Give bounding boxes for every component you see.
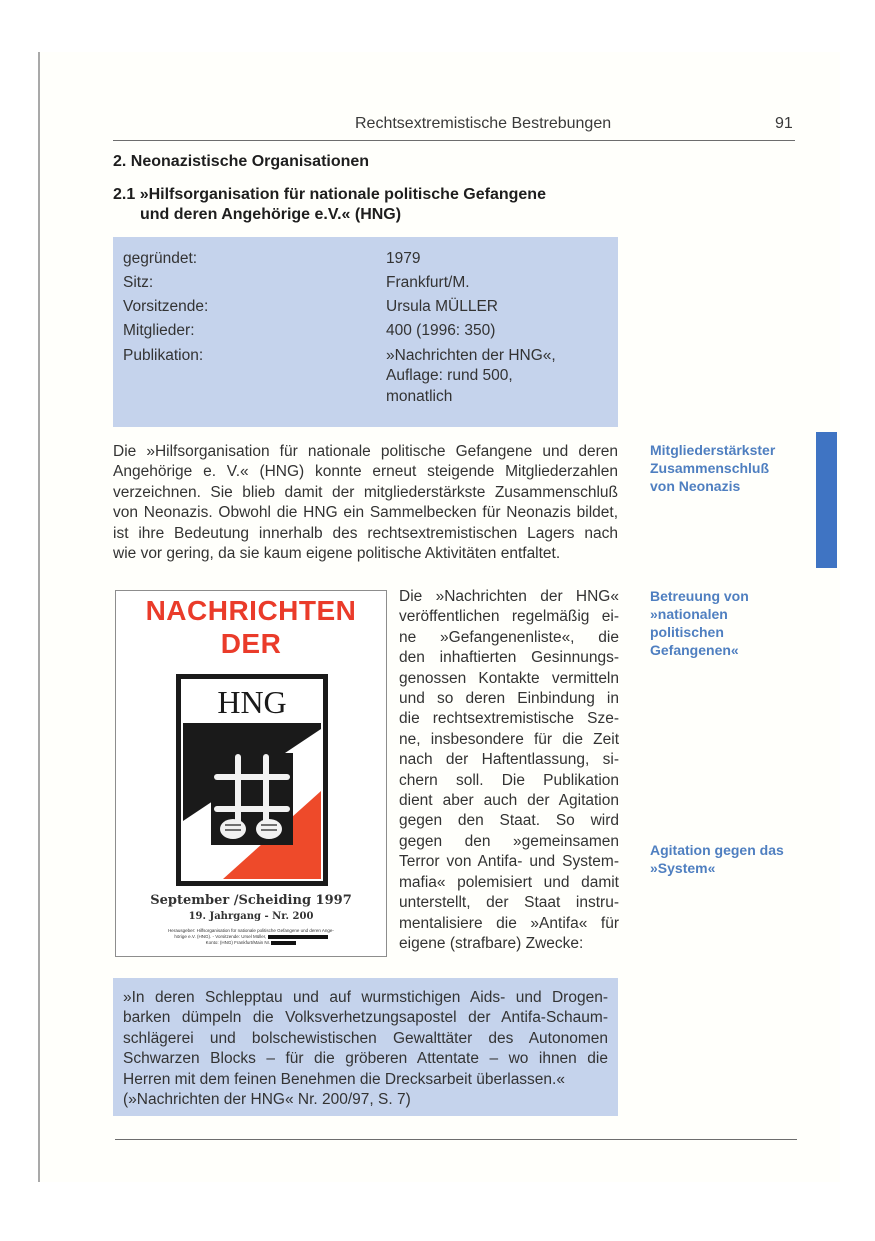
text-line: veröffentlichen regelmäßig ei- <box>399 608 619 626</box>
margin-note-agitation <box>650 841 784 877</box>
newsletter-cover-image <box>115 590 387 957</box>
text-line: Die »Hilfsorganisation für nationale politische Gefangene und deren <box>113 443 618 460</box>
paragraph-intro <box>113 442 618 564</box>
text-line: gegen den Staat. So wird <box>399 812 619 830</box>
text-line: von Neonazis. Obwohl die HNG ein Sammelbecken für Neonazis bildet, <box>113 504 618 522</box>
quote-line: barken dümpeln die Volksverhetzungsapostel der Antifa-Schaum- <box>123 1009 608 1027</box>
fact-value-publication-line2: Auflage: rund 500, <box>386 367 513 384</box>
text-line: mafia« polemisiert und damit <box>399 873 619 891</box>
fact-value-members: 400 (1996: 350) <box>386 322 496 339</box>
chapter-tab-marker <box>816 432 837 568</box>
note-line: »nationalen <box>650 606 728 622</box>
cover-date: September /Scheiding 1997 <box>150 893 352 908</box>
fact-label-members: Mitglieder: <box>123 322 195 339</box>
imprint-text: Konto: (HNG) Frankfurt/Main Nr. <box>205 940 271 945</box>
redaction-bar <box>268 935 328 939</box>
text-line: chern soll. Die Publikation <box>399 771 619 789</box>
running-title: Rechtsextremistische Bestrebungen <box>355 115 612 132</box>
cover-imprint-line3 <box>116 940 386 945</box>
text-line: Terror von Antifa- und System- <box>399 853 619 871</box>
fact-value-founded: 1979 <box>386 250 421 267</box>
fact-label-founded: gegründet: <box>123 250 198 267</box>
cover-title-line2: DER <box>220 628 282 659</box>
text-line: ist ihre Bedeutung innerhalb des rechtsextremistischen Lagers nach <box>113 524 618 542</box>
note-line: Mitgliederstärkster <box>650 442 776 458</box>
margin-note-prisoner-support <box>650 587 749 659</box>
section-heading: 2. Neonazistische Organisationen <box>113 153 370 170</box>
cover-issue: 19. Jahrgang - Nr. 200 <box>188 911 314 922</box>
quote-line: Herren mit dem feinen Benehmen die Drecksarbeit überlassen.« <box>123 1070 565 1088</box>
text-line: gegen den »gemeinsamen <box>399 832 619 850</box>
text-line: die rechtsextremistische Sze- <box>399 710 619 728</box>
text-line: wie vor gering, da sie kaum eigene politische Aktivitäten entfaltet. <box>113 545 561 563</box>
subsection-heading-line1: 2.1 »Hilfsorganisation für nationale politische Gefangene <box>113 186 546 203</box>
cover-imprint-line2 <box>116 934 386 939</box>
text-line: Die »Nachrichten der HNG« <box>399 588 619 605</box>
subsection-heading-line2: und deren Angehörige e.V.« (HNG) <box>140 206 402 223</box>
text-line: nach der Haftentlassung, si- <box>399 751 619 769</box>
note-line: politischen <box>650 624 724 640</box>
note-line: »System« <box>650 860 716 876</box>
text-line: genossen Kontakte vermitteln <box>399 669 619 687</box>
text-line: verzeichnen. Sie blieb damit der mitgliederstärkste Zusammenschluß <box>113 483 618 501</box>
paragraph-publication <box>399 587 619 954</box>
text-line: ne, insbesondere für die Zeit <box>399 730 619 748</box>
margin-note-largest-association <box>650 441 775 495</box>
cover-imprint-line1: Herausgeber: Hilfsorganisation für nationale politische Gefangene und deren Ange- <box>168 928 334 933</box>
fact-label-chair: Vorsitzende: <box>123 298 209 315</box>
text-line: und so deren Einbindung in <box>399 690 619 708</box>
note-line: Gefangenen« <box>650 642 739 658</box>
organization-fact-box <box>113 237 618 427</box>
text-line: ne »Gefangenenliste«, die <box>399 628 619 646</box>
note-line: Betreuung von <box>650 588 749 604</box>
cover-title-line1: NACHRICHTEN <box>145 595 357 626</box>
note-line: von Neonazis <box>650 478 741 494</box>
text-line: mentalisiere die »Antifa« für <box>399 914 619 932</box>
fact-value-seat: Frankfurt/M. <box>386 274 470 291</box>
text-line: unterstellt, der Staat instru- <box>399 894 619 912</box>
quote-source: (»Nachrichten der HNG« Nr. 200/97, S. 7) <box>123 1091 411 1109</box>
text-line: den inhaftierten Gesinnungs- <box>399 649 619 667</box>
imprint-text: hörige e.V. (HNG). - Vorsitzende: Ursel Müller, <box>174 934 267 939</box>
text-line: eigene (strafbare) Zwecke: <box>399 934 584 952</box>
quotation-box <box>113 978 618 1116</box>
header-rule <box>113 140 795 141</box>
page-number: 91 <box>775 115 793 132</box>
quote-line: Schwarzen Blocks – für die gröberen Attentate – wo ihnen die <box>123 1050 608 1068</box>
footer-rule <box>115 1139 797 1140</box>
fact-label-publication: Publikation: <box>123 347 204 364</box>
fact-value-publication-line1: »Nachrichten der HNG«, <box>386 347 556 364</box>
text-line: Angehörige e. V.« (HNG) konnte erneut steigende Mitgliederzahlen <box>113 463 618 481</box>
hng-logo <box>176 674 328 886</box>
fact-value-publication-line3: monatlich <box>386 388 453 405</box>
quote-line: schlägerei und bolschewistischen Gewalttäter des Autonomen <box>123 1029 608 1047</box>
note-line: Agitation gegen das <box>650 842 784 858</box>
fact-label-seat: Sitz: <box>123 274 154 291</box>
note-line: Zusammenschluß <box>650 460 770 476</box>
redaction-bar <box>271 941 296 945</box>
logo-hng-text: HNG <box>183 681 321 725</box>
fact-value-chair: Ursula MÜLLER <box>386 298 498 315</box>
quote-line: »In deren Schlepptau und auf wurmstichigen Aids- und Drogen- <box>123 989 608 1006</box>
text-line: dient aber auch der Agitation <box>399 792 619 810</box>
